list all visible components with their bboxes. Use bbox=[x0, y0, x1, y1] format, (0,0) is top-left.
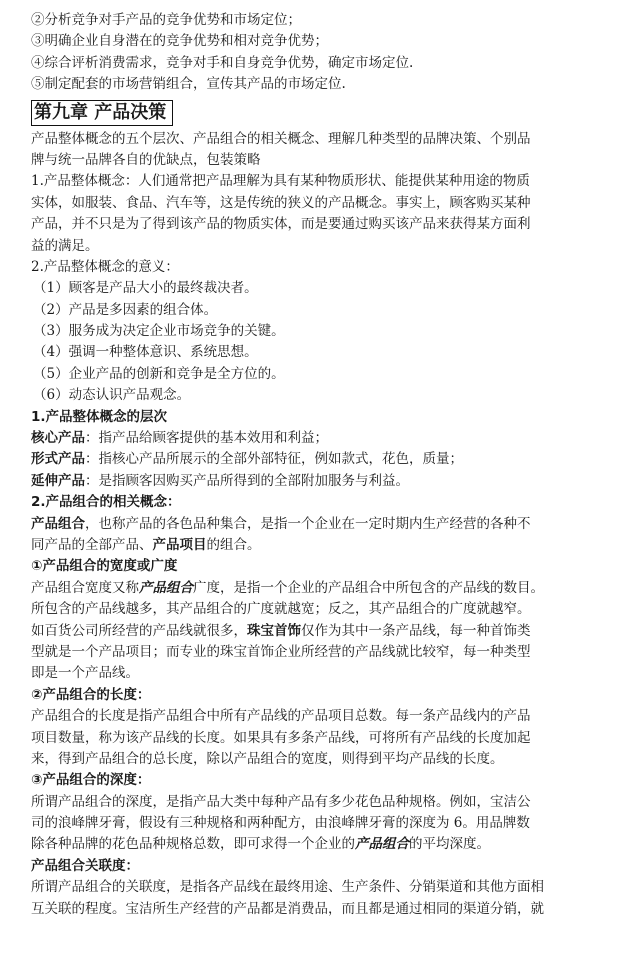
core-product-label: 核心产品 bbox=[31, 430, 85, 447]
significance-item: （2）产品是多因素的组合体。 bbox=[33, 301, 218, 318]
mix-title: 2.产品组合的相关概念： bbox=[31, 494, 181, 511]
mix-def-line bbox=[31, 535, 597, 556]
intro-item: ②分析竞争对手产品的竞争优势和市场定位； bbox=[31, 12, 301, 28]
overview-line: 产品整体概念的五个层次、产品组合的相关概念、理解几种类型的品牌决策、个别品 bbox=[31, 130, 531, 147]
length-line: 来，得到产品组合的总长度，除以产品组合的宽度，则得到平均产品线的长度。 bbox=[31, 750, 504, 767]
overview-line: 牌与统一品牌各自的优缺点，包装策略 bbox=[31, 151, 261, 168]
concept-line: 益的满足。 bbox=[31, 237, 99, 254]
length-line: 项目数量，称为该产品线的长度。如果具有多条产品线，可将所有产品线的长度加起 bbox=[31, 729, 531, 746]
width-text: 产品组合宽度又称 bbox=[31, 579, 139, 596]
significance-item: （1）顾客是产品大小的最终裁决者。 bbox=[33, 280, 258, 297]
form-product-label: 形式产品 bbox=[31, 451, 85, 468]
depth-line: 所谓产品组合的深度，是指产品大类中每种产品有多少花色品种规格。例如，宝洁公 bbox=[31, 793, 531, 810]
depth-line bbox=[31, 834, 597, 855]
mix-def-bold: 产品项目 bbox=[152, 536, 207, 553]
significance-item: （4）强调一种整体意识、系统思想。 bbox=[33, 344, 258, 361]
width-line bbox=[31, 578, 597, 599]
form-product-text: ：指核心产品所展示的全部外部特征，例如款式，花色，质量； bbox=[85, 451, 463, 468]
mix-def-label: 产品组合 bbox=[31, 515, 85, 532]
mix-def-line bbox=[31, 514, 597, 535]
chapter-title: 第九章 产品决策 bbox=[31, 100, 173, 126]
significance-title: 2.产品整体概念的意义： bbox=[31, 258, 179, 275]
concept-line: 1.产品整体概念：人们通常把产品理解为具有某种物质形状、能提供某种用途的物质 bbox=[31, 173, 530, 190]
concept-line: 产品，并不只是为了得到该产品的物质实体，而是要通过购买该产品来获得某方面利 bbox=[31, 216, 531, 233]
extended-product-text: ：是指顾客因购买产品所得到的全部附加服务与利益。 bbox=[85, 472, 409, 489]
depth-title: ③产品组合的深度： bbox=[31, 772, 151, 789]
form-product-line bbox=[31, 449, 597, 470]
levels-title: 1.产品整体概念的层次 bbox=[31, 408, 168, 425]
mix-def-text: ，也称产品的各色品种集合，是指一个企业在一定时期内生产经营的各种不 bbox=[85, 515, 531, 532]
width-line: 所包含的产品线越多，其产品组合的广度就越宽；反之，其产品组合的广度就越窄。 bbox=[31, 601, 531, 618]
width-text: 广度，是指一个企业的产品组合中所包含的产品线的数目。 bbox=[193, 579, 544, 596]
intro-item: ③明确企业自身潜在的竞争优势和相对竞争优势； bbox=[31, 33, 328, 50]
core-product-line bbox=[31, 428, 597, 449]
mix-def-text: 同产品的全部产品、 bbox=[31, 536, 153, 553]
relevance-line: 互关联的程度。宝洁所生产经营的产品都是消费品，而且都是通过相同的渠道分销，就 bbox=[31, 900, 544, 917]
width-text: 如百货公司所经营的产品线就很多， bbox=[31, 622, 247, 639]
depth-line: 司的浪峰牌牙膏，假设有三种规格和两种配方，由浪峰牌牙膏的深度为 6。用品牌数 bbox=[31, 815, 530, 832]
width-line: 即是一个产品线。 bbox=[31, 665, 139, 682]
width-line: 型就是一个产品项目；而专业的珠宝首饰企业所经营的产品线就比较窄，每一种类型 bbox=[31, 643, 531, 660]
significance-item: （5）企业产品的创新和竞争是全方位的。 bbox=[33, 365, 285, 382]
extended-product-label: 延伸产品 bbox=[31, 472, 85, 489]
extended-product-line bbox=[31, 471, 597, 492]
length-line: 产品组合的长度是指产品组合中所有产品线的产品项目总数。每一条产品线内的产品 bbox=[31, 708, 531, 725]
width-title: ①产品组合的宽度或广度 bbox=[31, 558, 178, 575]
depth-bold: 产品组合 bbox=[355, 836, 409, 853]
width-text: 仅作为其中一条产品线，每一种首饰类 bbox=[301, 622, 531, 639]
relevance-title: 产品组合关联度： bbox=[31, 857, 139, 874]
mix-def-text: 的组合。 bbox=[206, 536, 261, 553]
core-product-text: ：指产品给顾客提供的基本效用和利益； bbox=[85, 430, 328, 447]
significance-item: （3）服务成为决定企业市场竞争的关键。 bbox=[33, 323, 285, 340]
width-bold: 产品组合 bbox=[139, 579, 193, 596]
depth-text: 的平均深度。 bbox=[409, 836, 490, 853]
concept-line: 实体，如服装、食品、汽车等，这是传统的狭义的产品概念。事实上，顾客购买某种 bbox=[31, 194, 531, 211]
width-line bbox=[31, 621, 597, 642]
significance-item: （6）动态认识产品观念。 bbox=[33, 387, 191, 404]
depth-text: 除各种品牌的花色品种规格总数，即可求得一个企业的 bbox=[31, 836, 355, 853]
relevance-line: 所谓产品组合的关联度，是指各产品线在最终用途、生产条件、分销渠道和其他方面相 bbox=[31, 879, 544, 896]
intro-item: ⑤制定配套的市场营销组合，宣传其产品的市场定位. bbox=[31, 76, 346, 93]
width-bold: 珠宝首饰 bbox=[247, 622, 301, 639]
length-title: ②产品组合的长度： bbox=[31, 686, 151, 703]
intro-item: ④综合评析消费需求，竞争对手和自身竞争优势，确定市场定位. bbox=[31, 54, 414, 71]
